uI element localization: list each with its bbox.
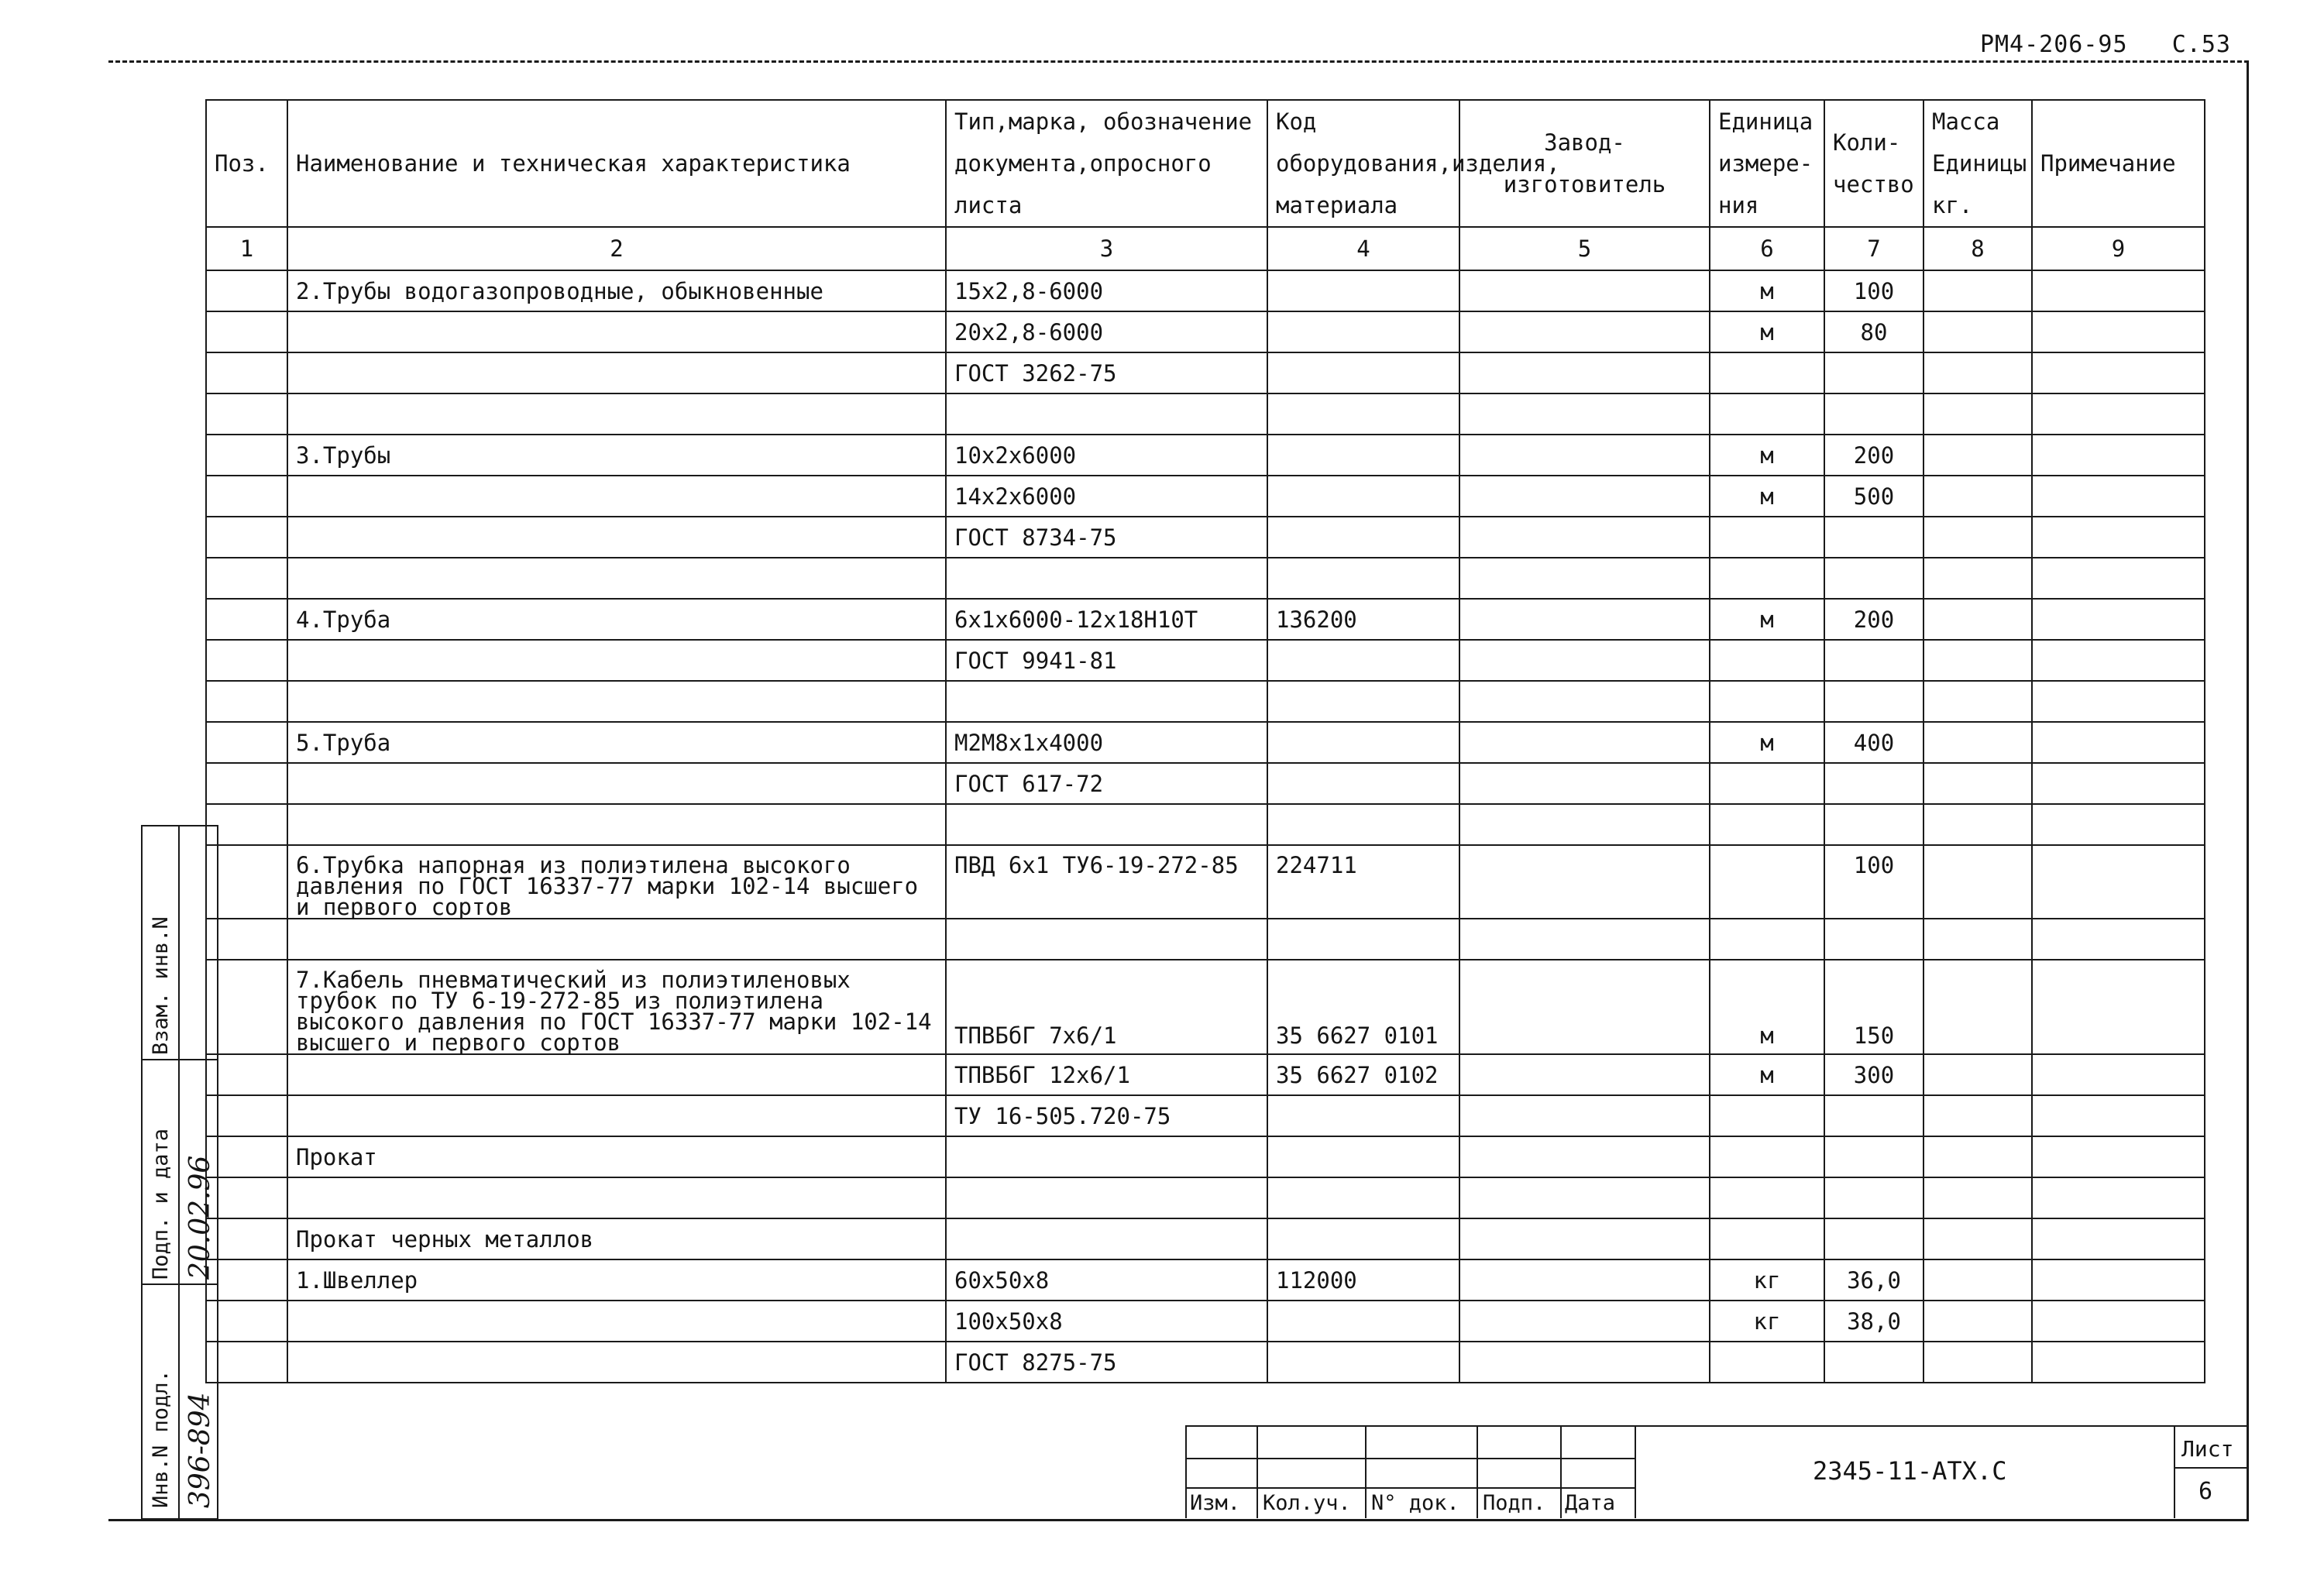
item-qty: [1824, 393, 1923, 435]
item-qty: 400: [1824, 722, 1923, 763]
item-qty: 100: [1824, 845, 1923, 919]
col-qty: Коли- чество: [1824, 100, 1923, 227]
item-code: [1267, 1136, 1459, 1177]
table-row: [206, 311, 2205, 352]
item-qty: [1824, 804, 1923, 845]
item-code: 35 6627 0101: [1267, 960, 1459, 1054]
item-unit: [1710, 1095, 1824, 1136]
item-name: [287, 517, 946, 558]
item-name: [287, 804, 946, 845]
item-code: [1267, 763, 1459, 804]
item-unit: [1710, 352, 1824, 393]
item-type: 100х50х8: [946, 1301, 1267, 1342]
item-type: 6х1х6000-12х18Н10Т: [946, 599, 1267, 640]
item-code: [1267, 1095, 1459, 1136]
item-code: [1267, 1342, 1459, 1383]
item-code: 224711: [1267, 845, 1459, 919]
col-number: 4: [1267, 227, 1459, 270]
item-qty: [1824, 352, 1923, 393]
item-type: ТУ 16-505.720-75: [946, 1095, 1267, 1136]
header-row: [206, 100, 2205, 227]
item-name: [287, 1095, 946, 1136]
sheet-number: 6: [2199, 1478, 2213, 1505]
item-name: [287, 1301, 946, 1342]
col-number: 1: [206, 227, 287, 270]
col-code: Код оборудования,изделия, материала: [1267, 100, 1459, 227]
table-row: [206, 763, 2205, 804]
item-qty: 150: [1824, 960, 1923, 1054]
item-qty: 200: [1824, 599, 1923, 640]
doc-reference: РМ4-206-95: [1979, 31, 2128, 58]
col-unit: Единица измере- ния: [1710, 100, 1824, 227]
table-row: [206, 435, 2205, 476]
item-code: [1267, 517, 1459, 558]
item-type: [946, 393, 1267, 435]
inv-podl-label: Инв.N подл.: [149, 1369, 173, 1508]
col-number: 9: [2032, 227, 2205, 270]
item-qty: [1824, 1177, 1923, 1218]
item-unit: м: [1710, 476, 1824, 517]
item-type: [946, 681, 1267, 722]
label-podp: Подп.: [1483, 1491, 1546, 1515]
item-name: [287, 763, 946, 804]
item-name: [287, 640, 946, 681]
table-row: [206, 681, 2205, 722]
item-code: [1267, 393, 1459, 435]
page-header: [1980, 31, 2231, 58]
item-type: ГОСТ 3262-75: [946, 352, 1267, 393]
item-qty: [1824, 1218, 1923, 1259]
col-mass: Масса Единицы кг.: [1923, 100, 2032, 227]
item-unit: м: [1710, 599, 1824, 640]
table-row: [206, 476, 2205, 517]
table-row: [206, 722, 2205, 763]
col-note: Примечание: [2032, 100, 2205, 227]
item-qty: [1824, 763, 1923, 804]
item-name: 4.Труба: [287, 599, 946, 640]
item-unit: [1710, 1218, 1824, 1259]
item-name: [287, 681, 946, 722]
item-unit: [1710, 640, 1824, 681]
item-qty: 100: [1824, 270, 1923, 311]
item-unit: [1710, 1136, 1824, 1177]
item-code: [1267, 1218, 1459, 1259]
table-row: [206, 517, 2205, 558]
item-name: [287, 476, 946, 517]
item-type: ТПВБбГ 12х6/1: [946, 1054, 1267, 1095]
side-stamp: [141, 825, 218, 1520]
item-type: 20х2,8-6000: [946, 311, 1267, 352]
item-type: ГОСТ 8275-75: [946, 1342, 1267, 1383]
col-maker: Завод- изготовитель: [1459, 100, 1710, 227]
item-name: 6.Трубка напорная из полиэтилена высокого давления по ГОСТ 16337-77 марки 102-14 высшего и первого сортов: [287, 845, 946, 919]
item-qty: [1824, 1342, 1923, 1383]
col-type: Тип,марка, обозначение документа,опросного листа: [946, 100, 1267, 227]
item-unit: [1710, 393, 1824, 435]
podp-label: Подп. и дата: [149, 1128, 173, 1280]
item-type: М2М8х1х4000: [946, 722, 1267, 763]
item-type: ГОСТ 8734-75: [946, 517, 1267, 558]
item-qty: [1824, 640, 1923, 681]
document-code: 2345-11-АТХ.С: [1813, 1456, 2007, 1486]
item-qty: 300: [1824, 1054, 1923, 1095]
table-row: [206, 1259, 2205, 1301]
item-code: [1267, 558, 1459, 599]
item-qty: [1824, 1136, 1923, 1177]
label-kol-uch: Кол.уч.: [1263, 1491, 1351, 1515]
item-type: 14х2х6000: [946, 476, 1267, 517]
item-unit: м: [1710, 722, 1824, 763]
table-row: [206, 393, 2205, 435]
table-row: [206, 804, 2205, 845]
item-type: ГОСТ 9941-81: [946, 640, 1267, 681]
podp-value: 20.02.96: [184, 1155, 216, 1280]
table-row-item-6: [206, 845, 2205, 919]
item-qty: 80: [1824, 311, 1923, 352]
item-code: [1267, 270, 1459, 311]
item-name: [287, 393, 946, 435]
item-name: [287, 352, 946, 393]
item-type: 15х2,8-6000: [946, 270, 1267, 311]
item-name: 3.Трубы: [287, 435, 946, 476]
item-type: [946, 1177, 1267, 1218]
item-qty: [1824, 1095, 1923, 1136]
table-row: [206, 352, 2205, 393]
item-unit: м: [1710, 1054, 1824, 1095]
side-stamp-divider: [178, 826, 180, 1518]
item-code: [1267, 311, 1459, 352]
item-code: [1267, 804, 1459, 845]
item-qty: [1824, 681, 1923, 722]
item-type: 60х50х8: [946, 1259, 1267, 1301]
item-code: [1267, 1301, 1459, 1342]
item-code: 136200: [1267, 599, 1459, 640]
title-block: [1185, 1425, 2247, 1518]
item-type: [946, 558, 1267, 599]
item-unit: [1710, 558, 1824, 599]
item-code: [1267, 722, 1459, 763]
item-unit: м: [1710, 435, 1824, 476]
item-type: 10х2х6000: [946, 435, 1267, 476]
table-row: [206, 599, 2205, 640]
column-numbers-row: [206, 227, 2205, 270]
item-unit: кг: [1710, 1301, 1824, 1342]
item-name: [287, 1177, 946, 1218]
item-code: 35 6627 0102: [1267, 1054, 1459, 1095]
col-number: 3: [946, 227, 1267, 270]
col-number: 6: [1710, 227, 1824, 270]
col-number: 2: [287, 227, 946, 270]
side-stamp-divider: [143, 1283, 217, 1285]
sheet-box: [2174, 1427, 2247, 1518]
item-qty: [1824, 558, 1923, 599]
specification-table: [205, 99, 2205, 1383]
item-qty: 38,0: [1824, 1301, 1923, 1342]
side-stamp-divider: [143, 1059, 217, 1060]
item-name: 7.Кабель пневматический из полиэтиленовых трубок по ТУ 6-19-272-85 из полиэтилена высокого давления по ГОСТ 16337-77 марки 102-14 высшего и первого сортов: [287, 960, 946, 1054]
item-unit: [1710, 1177, 1824, 1218]
item-name: 2.Трубы водогазопроводные, обыкновенные: [287, 270, 946, 311]
item-unit: [1710, 517, 1824, 558]
col-name: Наименование и техническая характеристика: [287, 100, 946, 227]
item-type: [946, 1218, 1267, 1259]
col-number: 7: [1824, 227, 1923, 270]
item-code: [1267, 476, 1459, 517]
col-pos: Поз.: [206, 100, 287, 227]
item-type: ТПВБбГ 7х6/1: [946, 960, 1267, 1054]
table-row: [206, 1342, 2205, 1383]
item-qty: 36,0: [1824, 1259, 1923, 1301]
table-row: [206, 270, 2205, 311]
item-unit: [1710, 1342, 1824, 1383]
item-qty: [1824, 517, 1923, 558]
item-name: Прокат черных металлов: [287, 1218, 946, 1259]
item-name: [287, 1342, 946, 1383]
item-unit: [1710, 804, 1824, 845]
label-doc-no: N° док.: [1371, 1491, 1459, 1515]
item-type: ГОСТ 617-72: [946, 763, 1267, 804]
item-name: 5.Труба: [287, 722, 946, 763]
item-code: [1267, 681, 1459, 722]
table-row: [206, 1136, 2205, 1177]
item-unit: [1710, 681, 1824, 722]
item-type: ПВД 6х1 ТУ6-19-272-85: [946, 845, 1267, 919]
table-row: [206, 640, 2205, 681]
label-izm: Изм.: [1190, 1491, 1241, 1515]
item-code: [1267, 352, 1459, 393]
item-code: [1267, 640, 1459, 681]
item-name: Прокат: [287, 1136, 946, 1177]
label-date: Дата: [1565, 1491, 1616, 1515]
table-row: [206, 1301, 2205, 1342]
revision-cells: [1185, 1427, 1635, 1518]
page-number: С.53: [2171, 31, 2231, 58]
item-qty: 200: [1824, 435, 1923, 476]
item-unit: м: [1710, 311, 1824, 352]
table-row: [206, 1054, 2205, 1095]
item-name: [287, 311, 946, 352]
col-number: 5: [1459, 227, 1710, 270]
table-row: [206, 1218, 2205, 1259]
table-row: [206, 558, 2205, 599]
item-name: 1.Швеллер: [287, 1259, 946, 1301]
item-qty: 500: [1824, 476, 1923, 517]
vzam-label: Взам. инв.N: [149, 916, 173, 1055]
col-number: 8: [1923, 227, 2032, 270]
item-unit: м: [1710, 960, 1824, 1054]
item-unit: кг: [1710, 1259, 1824, 1301]
item-code: [1267, 435, 1459, 476]
item-type: [946, 804, 1267, 845]
item-name: [287, 1054, 946, 1095]
sheet-label: Лист: [2181, 1436, 2234, 1462]
inv-podl-value: 396-894: [184, 1392, 216, 1508]
item-code: [1267, 1177, 1459, 1218]
item-name: [287, 558, 946, 599]
table-row-item-7: [206, 960, 2205, 1054]
table-row: [206, 1177, 2205, 1218]
item-code: 112000: [1267, 1259, 1459, 1301]
table-row: [206, 1095, 2205, 1136]
item-type: [946, 1136, 1267, 1177]
item-unit: [1710, 763, 1824, 804]
item-unit: м: [1710, 270, 1824, 311]
table-row: [206, 919, 2205, 960]
